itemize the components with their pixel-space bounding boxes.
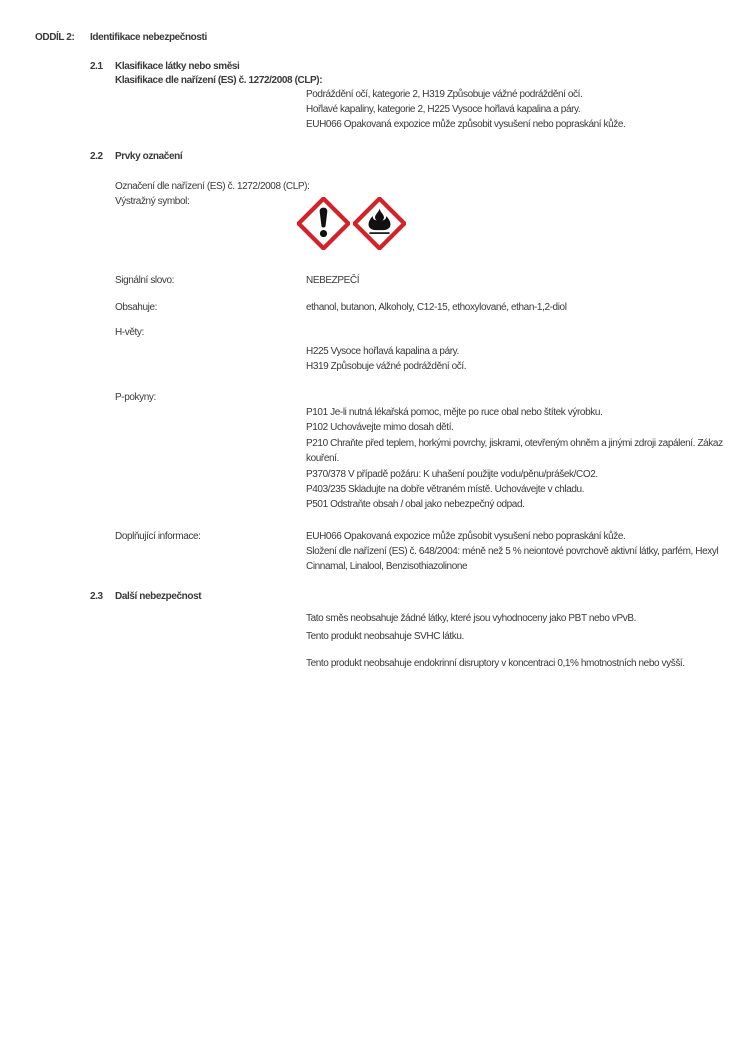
supplementary-line: EUH066 Opakovaná expozice může způsobit vysušení nebo popraskání kůže.: [306, 531, 626, 542]
p-statement: P102 Uchovávejte mimo dosah dětí.: [306, 422, 454, 434]
subsection-2-3-title: Další nebezpečnost: [115, 591, 202, 602]
ghs02-flame-icon: [353, 197, 406, 250]
classification-regulation-heading: Klasifikace dle nařízení (ES) č. 1272/2008 (CLP):: [115, 75, 323, 86]
p-statements-lines: [306, 405, 726, 513]
section-2-title: Identifikace nebezpečnosti: [90, 32, 207, 43]
signal-word-value: NEBEZPEČÍ: [306, 275, 360, 286]
signal-word-label: Signální slovo:: [115, 275, 175, 286]
h-statements-label: H-věty:: [115, 327, 144, 338]
ghs-pictograms: [297, 197, 406, 250]
contains-value: ethanol, butanon, Alkoholy, C12-15, ethoxylované, ethan-1,2-diol: [306, 302, 567, 313]
classification-line: EUH066 Opakovaná expozice může způsobit vysušení nebo popraskání kůže.: [306, 119, 626, 130]
p-statement: P210 Chraňte před teplem, horkými povrchy, jiskrami, otevřeným ohněm a jinými zdroji zapálení. Zákaz kouření.: [306, 437, 723, 465]
other-hazards-line: Tento produkt neobsahuje endokrinní disruptory v koncentraci 0,1% hmotnostních nebo vyšší.: [306, 658, 685, 669]
h-statements-lines: [306, 344, 726, 374]
subsection-2-1-number: 2.1: [90, 61, 103, 72]
p-statement: P370/378 V případě požáru: K uhašení použijte vodu/pěnu/prášek/CO2.: [306, 468, 598, 480]
supplementary-line: Složení dle nařízení (ES) č. 648/2004: méně než 5 % neiontové povrchově aktivní látky, parfém, Hexyl Cinnamal, Linalool, Benzisothiazolinone: [306, 546, 719, 573]
h-statement: H225 Vysoce hořlavá kapalina a páry.: [306, 346, 459, 357]
other-hazards-line: Tato směs neobsahuje žádné látky, které jsou vyhodnoceny jako PBT nebo vPvB.: [306, 613, 636, 624]
subsection-2-2-number: 2.2: [90, 151, 103, 162]
h-statement: H319 Způsobuje vážné podráždění očí.: [306, 361, 467, 372]
p-statements-label: P-pokyny:: [115, 392, 156, 403]
classification-lines: [306, 87, 726, 132]
classification-line: Podráždění očí, kategorie 2, H319 Způsobuje vážné podráždění očí.: [306, 89, 583, 100]
p-statement: P501 Odstraňte obsah / obal jako nebezpečný odpad.: [306, 499, 525, 511]
subsection-2-2-title: Prvky označení: [115, 151, 183, 162]
supplementary-label: Doplňující informace:: [115, 531, 201, 542]
other-hazards-line: Tento produkt neobsahuje SVHC látku.: [306, 631, 464, 642]
subsection-2-3-number: 2.3: [90, 591, 103, 602]
p-statement: P403/235 Skladujte na dobře větraném místě. Uchovávejte v chladu.: [306, 484, 585, 496]
ghs07-exclamation-icon: [297, 197, 350, 250]
hazard-symbol-label: Výstražný symbol:: [115, 196, 190, 207]
labelling-regulation-line: Označení dle nařízení (ES) č. 1272/2008 (CLP):: [115, 181, 310, 192]
classification-line: Hořlavé kapaliny, kategorie 2, H225 Vysoce hořlavá kapalina a páry.: [306, 104, 581, 115]
p-statement: P101 Je-li nutná lékařská pomoc, mějte po ruce obal nebo štítek výrobku.: [306, 407, 603, 418]
supplementary-lines: [306, 529, 726, 575]
section-2-number: ODDÍL 2:: [35, 32, 75, 43]
contains-label: Obsahuje:: [115, 302, 157, 313]
subsection-2-1-title: Klasifikace látky nebo směsi: [115, 61, 240, 72]
